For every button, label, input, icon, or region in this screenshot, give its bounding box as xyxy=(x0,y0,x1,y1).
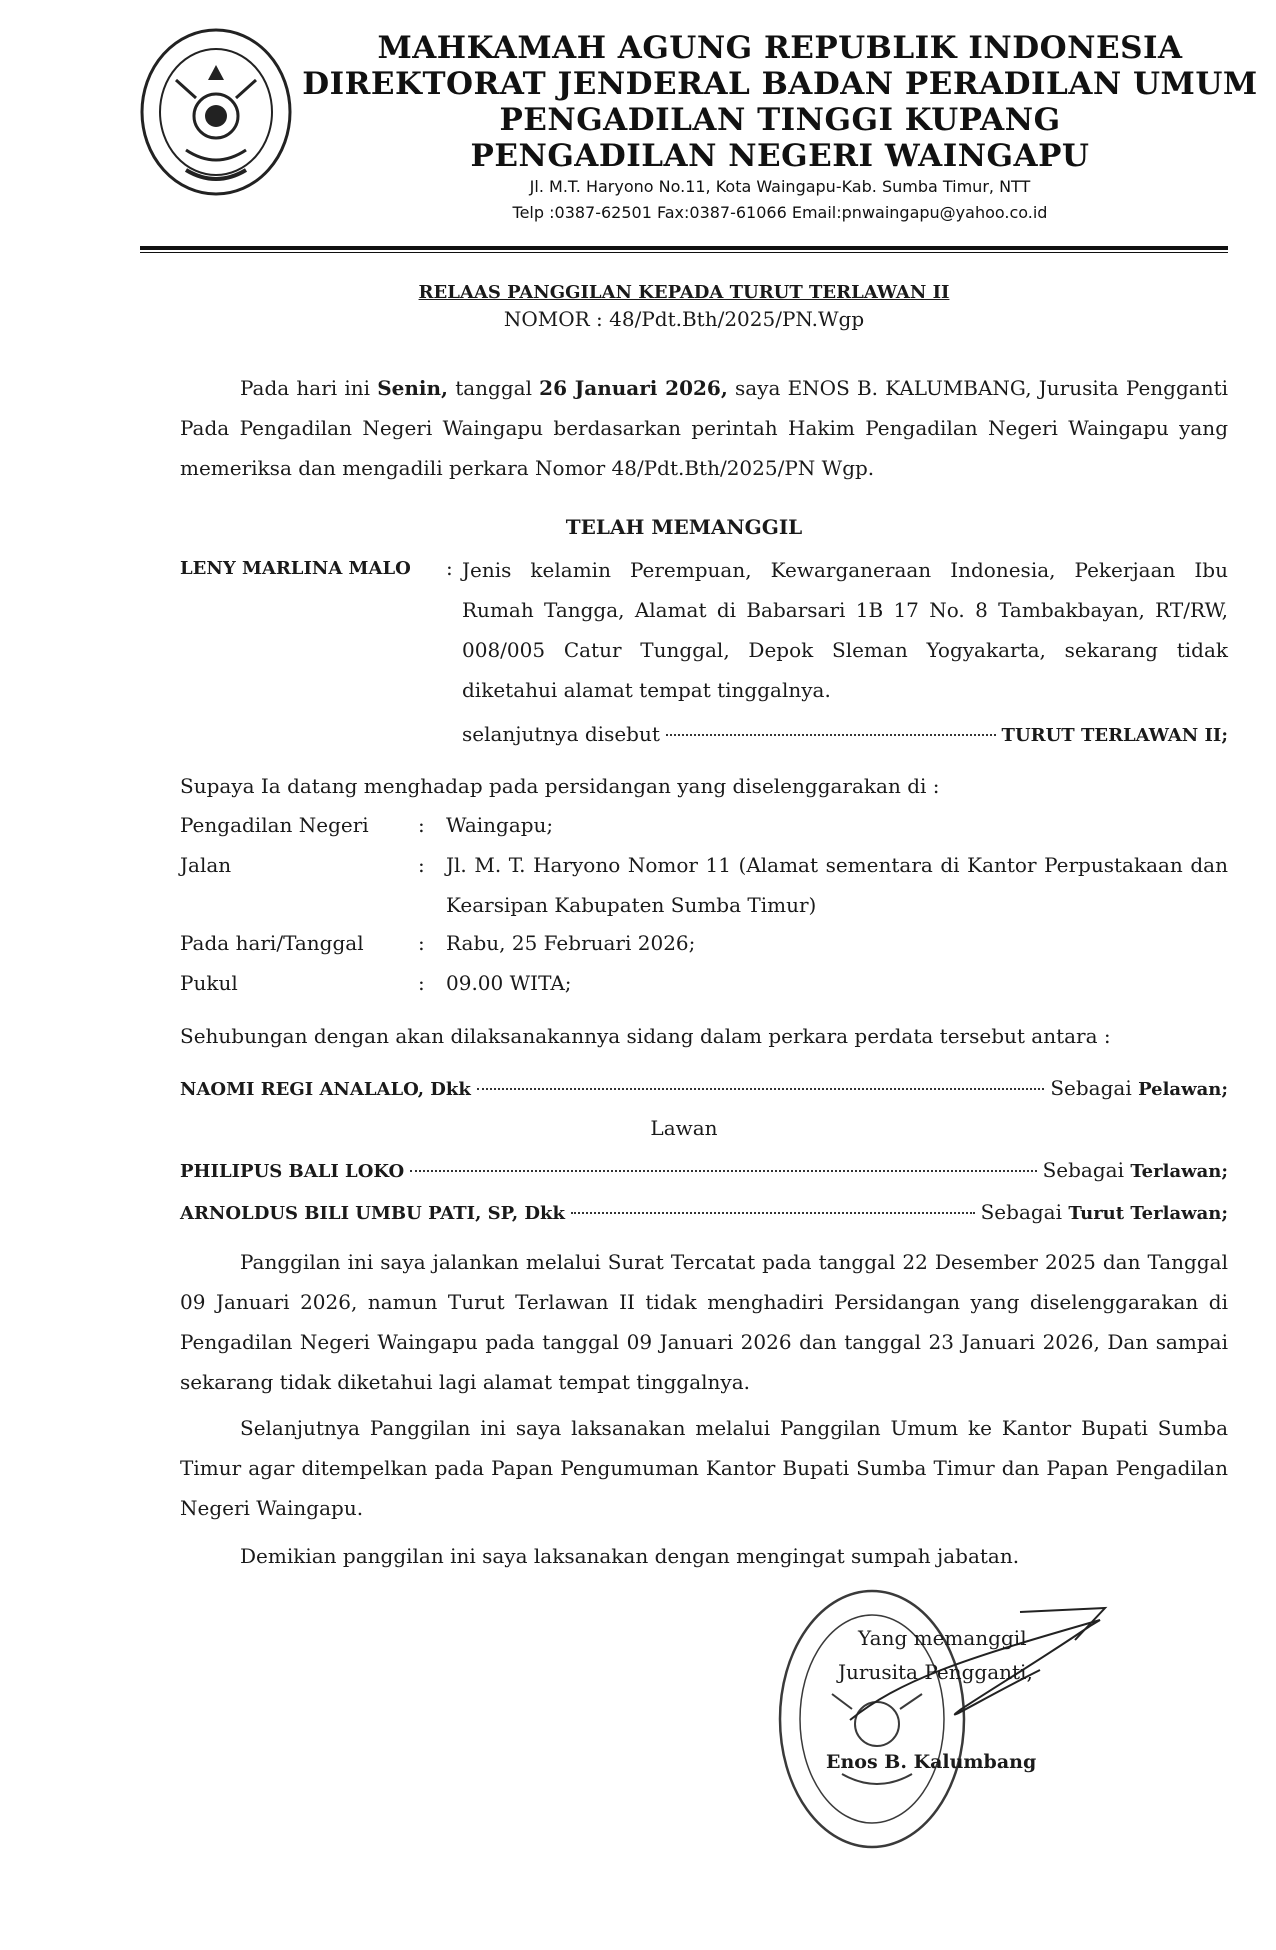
hearing-street-label: Jalan xyxy=(180,853,232,877)
letterhead-contact: Telp :0387-62501 Fax:0387-61066 Email:pnwaingapu@yahoo.co.id xyxy=(512,203,1048,222)
court-seal-logo xyxy=(136,20,296,200)
body-paragraph-3: Demikian panggilan ini saya laksanakan dengan mengingat sumpah jabatan. xyxy=(240,1544,1020,1568)
signature-line2: Jurusita Pengganti, xyxy=(838,1660,1033,1684)
hearing-street-colon: : xyxy=(418,853,425,877)
summoned-party-name: LENY MARLINA MALO xyxy=(180,558,411,579)
hearing-time-colon: : xyxy=(418,971,425,995)
letterhead-address: Jl. M.T. Haryono No.11, Kota Waingapu-Kab. Sumba Timur, NTT xyxy=(529,177,1031,196)
party-name: ARNOLDUS BILI UMBU PATI, SP, Dkk xyxy=(180,1203,565,1224)
summoned-heading: TELAH MEMANGGIL xyxy=(565,515,803,539)
summoned-party-colon: : xyxy=(446,556,453,580)
party-as: Sebagai xyxy=(980,1200,1062,1224)
letterhead-line2: DIREKTORAT JENDERAL BADAN PERADILAN UMUM xyxy=(302,66,1258,102)
letterhead-rule-thin xyxy=(140,252,1228,253)
letterhead-rule-thick xyxy=(140,246,1228,250)
case-intro: Sehubungan dengan akan dilaksanakannya sidang dalam perkara perdata tersebut antara : xyxy=(180,1024,1111,1048)
opening-date-pre: tanggal xyxy=(448,376,540,400)
opening-day: Senin, xyxy=(377,376,449,400)
hearing-intro: Supaya Ia datang menghadap pada persidangan yang diselenggarakan di : xyxy=(180,774,940,798)
case-party-row xyxy=(180,1200,1228,1224)
dot-leader xyxy=(666,734,996,736)
dot-leader xyxy=(410,1170,1036,1172)
letterhead-line3: PENGADILAN TINGGI KUPANG xyxy=(499,102,1061,138)
summoned-party-details: Jenis kelamin Perempuan, Kewarganeraan Indonesia, Pekerjaan Ibu Rumah Tangga, Alamat di Babarsari 1B 17 No. 8 Tambakbayan, RT/RW, 008/005 Catur Tunggal, Depok Sleman Yogyakarta, sekarang tidak diketahui alamat tempat tinggalnya. xyxy=(462,558,1228,702)
hearing-court-colon: : xyxy=(418,813,425,837)
party-role: Pelawan; xyxy=(1138,1079,1228,1100)
opening-date: 26 Januari 2026, xyxy=(539,376,728,400)
party-as: Sebagai xyxy=(1050,1076,1132,1100)
party-role: Turut Terlawan; xyxy=(1068,1203,1228,1224)
summoned-party-referred xyxy=(462,722,1228,746)
letterhead-line1: MAHKAMAH AGUNG REPUBLIK INDONESIA xyxy=(377,30,1183,66)
party-as: Sebagai xyxy=(1042,1158,1124,1182)
body-paragraph-2: Selanjutnya Panggilan ini saya laksanakan melalui Panggilan Umum ke Kantor Bupati Sumba Timur agar ditempelkan pada Papan Pengumuman Kantor Bupati Sumba Timur dan Papan Pengadilan Negeri Waingapu. xyxy=(180,1416,1228,1520)
referred-pre: selanjutnya disebut xyxy=(462,722,660,746)
hearing-street-value: Jl. M. T. Haryono Nomor 11 (Alamat sementara di Kantor Perpustakaan dan Kearsipan Kabupaten Sumba Timur) xyxy=(446,853,1228,917)
document-number: NOMOR : 48/Pdt.Bth/2025/PN.Wgp xyxy=(503,307,865,331)
hearing-time-value: 09.00 WITA; xyxy=(446,971,572,995)
opening-paragraph xyxy=(180,368,1228,488)
case-party-row xyxy=(180,1158,1228,1182)
body-paragraph-1: Panggilan ini saya jalankan melalui Surat Tercatat pada tanggal 22 Desember 2025 dan Tanggal 09 Januari 2026, namun Turut Terlawan II tidak menghadiri Persidangan yang diselenggarakan di Pengadilan Negeri Waingapu pada tanggal 09 Januari 2026 dan tanggal 23 Januari 2026, Dan sampai sekarang tidak diketahui lagi alamat tempat tinggalnya. xyxy=(180,1250,1228,1394)
party-role: Terlawan; xyxy=(1130,1161,1228,1182)
opening-rest: saya ENOS B. KALUMBANG, Jurusita Pengganti Pada Pengadilan Negeri Waingapu berdasarkan perintah Hakim Pengadilan Negeri Waingapu yang memeriksa dan mengadili perkara Nomor 48/Pdt.Bth/2025/PN Wgp. xyxy=(180,376,1229,480)
dot-leader xyxy=(571,1212,975,1214)
case-party-row xyxy=(180,1076,1228,1100)
signatory-name: Enos B. Kalumbang xyxy=(826,1751,1037,1773)
letterhead xyxy=(290,30,1270,226)
hearing-court-label: Pengadilan Negeri xyxy=(180,813,369,837)
opening-intro: Pada hari ini xyxy=(240,376,378,400)
document-title: RELAAS PANGGILAN KEPADA TURUT TERLAWAN II xyxy=(418,282,950,303)
hearing-date-label: Pada hari/Tanggal xyxy=(180,931,364,955)
dot-leader xyxy=(477,1088,1045,1090)
party-name: PHILIPUS BALI LOKO xyxy=(180,1161,405,1182)
referred-as: TURUT TERLAWAN II; xyxy=(1001,725,1228,746)
hearing-time-label: Pukul xyxy=(180,971,238,995)
signature-line1: Yang memanggil xyxy=(858,1626,1027,1650)
hearing-court-value: Waingapu; xyxy=(446,813,554,837)
hearing-date-value: Rabu, 25 Februari 2026; xyxy=(446,931,696,955)
letterhead-line4: PENGADILAN NEGERI WAINGAPU xyxy=(470,138,1090,174)
party-name: NAOMI REGI ANALALO, Dkk xyxy=(180,1079,471,1100)
versus-label: Lawan xyxy=(650,1116,718,1140)
hearing-date-colon: : xyxy=(418,931,425,955)
